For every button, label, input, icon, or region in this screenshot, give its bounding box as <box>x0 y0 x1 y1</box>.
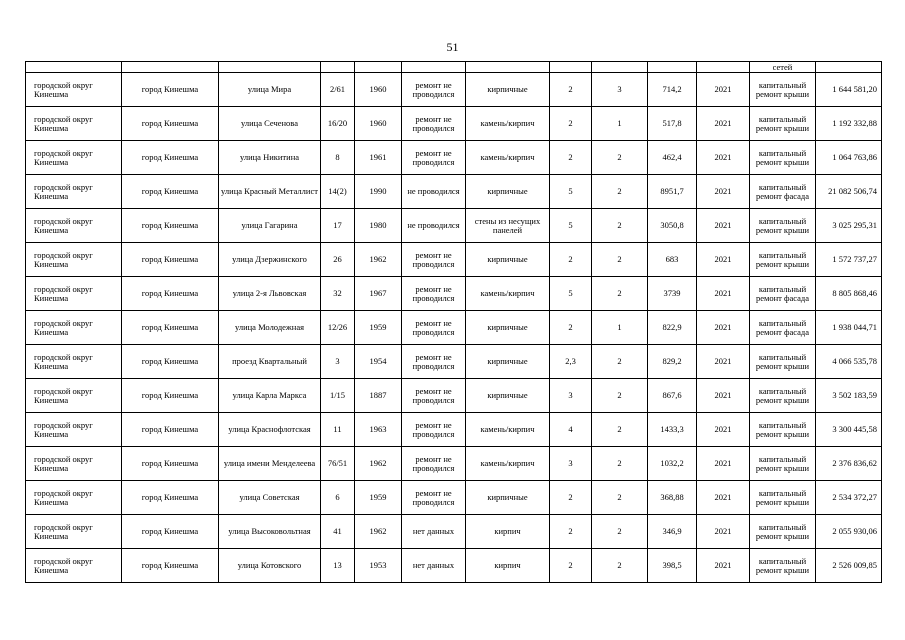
municipality-cell: городской округ Кинешма <box>26 481 122 515</box>
year-built-cell: 1962 <box>355 515 402 549</box>
settlement-cell: город Кинешма <box>122 447 219 481</box>
cost-cell: 1 192 332,88 <box>816 107 882 141</box>
cost-cell: 2 055 930,06 <box>816 515 882 549</box>
settlement-cell: город Кинешма <box>122 107 219 141</box>
last-repair-cell: не проводился <box>402 209 466 243</box>
entrances-cell: 2 <box>592 413 648 447</box>
settlement-cell: город Кинешма <box>122 379 219 413</box>
wall-material-cell: кирпичные <box>466 243 550 277</box>
entrances-cell: 2 <box>592 549 648 583</box>
floors-cell: 3 <box>550 379 592 413</box>
last-repair-cell: нет данных <box>402 515 466 549</box>
entrances-cell: 2 <box>592 277 648 311</box>
floors-cell: 2 <box>550 141 592 175</box>
work-type-cell: капитальный ремонт фасада <box>750 277 816 311</box>
cost-cell: 8 805 868,46 <box>816 277 882 311</box>
cost-cell: 1 938 044,71 <box>816 311 882 345</box>
settlement-cell: город Кинешма <box>122 277 219 311</box>
wall-material-cell: камень/кирпич <box>466 413 550 447</box>
header-cell <box>355 62 402 73</box>
work-type-cell: капитальный ремонт фасада <box>750 311 816 345</box>
wall-material-cell: кирпичные <box>466 481 550 515</box>
repair-year-cell: 2021 <box>697 73 750 107</box>
area-cell: 368,88 <box>648 481 697 515</box>
house-number-cell: 32 <box>321 277 355 311</box>
settlement-cell: город Кинешма <box>122 345 219 379</box>
work-type-cell: капитальный ремонт крыши <box>750 515 816 549</box>
street-cell: улица 2-я Львовская <box>219 277 321 311</box>
floors-cell: 2 <box>550 549 592 583</box>
municipality-cell: городской округ Кинешма <box>26 549 122 583</box>
street-cell: улица Высоковольтная <box>219 515 321 549</box>
repair-year-cell: 2021 <box>697 311 750 345</box>
year-built-cell: 1959 <box>355 481 402 515</box>
repair-year-cell: 2021 <box>697 481 750 515</box>
street-cell: улица Краснофлотская <box>219 413 321 447</box>
settlement-cell: город Кинешма <box>122 481 219 515</box>
street-cell: улица Никитина <box>219 141 321 175</box>
header-cell <box>816 62 882 73</box>
street-cell: улица Молодежная <box>219 311 321 345</box>
repair-year-cell: 2021 <box>697 243 750 277</box>
settlement-cell: город Кинешма <box>122 141 219 175</box>
floors-cell: 2 <box>550 73 592 107</box>
cost-cell: 3 025 295,31 <box>816 209 882 243</box>
cost-cell: 3 300 445,58 <box>816 413 882 447</box>
header-cell <box>321 62 355 73</box>
street-cell: улица Котовского <box>219 549 321 583</box>
wall-material-cell: кирпич <box>466 515 550 549</box>
floors-cell: 5 <box>550 209 592 243</box>
municipality-cell: городской округ Кинешма <box>26 515 122 549</box>
municipality-cell: городской округ Кинешма <box>26 311 122 345</box>
table-row <box>26 413 882 447</box>
area-cell: 346,9 <box>648 515 697 549</box>
work-type-cell: капитальный ремонт крыши <box>750 549 816 583</box>
house-number-cell: 8 <box>321 141 355 175</box>
work-type-cell: капитальный ремонт крыши <box>750 243 816 277</box>
work-type-cell: капитальный ремонт крыши <box>750 209 816 243</box>
floors-cell: 2 <box>550 515 592 549</box>
area-cell: 1433,3 <box>648 413 697 447</box>
municipality-cell: городской округ Кинешма <box>26 107 122 141</box>
year-built-cell: 1960 <box>355 107 402 141</box>
wall-material-cell: камень/кирпич <box>466 277 550 311</box>
settlement-cell: город Кинешма <box>122 243 219 277</box>
entrances-cell: 1 <box>592 107 648 141</box>
repair-year-cell: 2021 <box>697 209 750 243</box>
wall-material-cell: камень/кирпич <box>466 447 550 481</box>
cost-cell: 1 644 581,20 <box>816 73 882 107</box>
settlement-cell: город Кинешма <box>122 175 219 209</box>
house-number-cell: 2/61 <box>321 73 355 107</box>
last-repair-cell: ремонт не проводился <box>402 447 466 481</box>
street-cell: улица Мира <box>219 73 321 107</box>
work-type-cell: капитальный ремонт крыши <box>750 141 816 175</box>
floors-cell: 2 <box>550 243 592 277</box>
header-cell <box>592 62 648 73</box>
wall-material-cell: кирпичные <box>466 345 550 379</box>
floors-cell: 4 <box>550 413 592 447</box>
work-type-cell: капитальный ремонт крыши <box>750 345 816 379</box>
entrances-cell: 2 <box>592 243 648 277</box>
table-row <box>26 73 882 107</box>
cost-cell: 21 082 506,74 <box>816 175 882 209</box>
area-cell: 822,9 <box>648 311 697 345</box>
repair-year-cell: 2021 <box>697 549 750 583</box>
entrances-cell: 3 <box>592 73 648 107</box>
municipality-cell: городской округ Кинешма <box>26 447 122 481</box>
area-cell: 867,6 <box>648 379 697 413</box>
municipality-cell: городской округ Кинешма <box>26 345 122 379</box>
municipality-cell: городской округ Кинешма <box>26 209 122 243</box>
header-cell <box>26 62 122 73</box>
header-cell <box>697 62 750 73</box>
year-built-cell: 1961 <box>355 141 402 175</box>
settlement-cell: город Кинешма <box>122 311 219 345</box>
floors-cell: 5 <box>550 175 592 209</box>
entrances-cell: 2 <box>592 481 648 515</box>
street-cell: улица Сеченова <box>219 107 321 141</box>
settlement-cell: город Кинешма <box>122 73 219 107</box>
year-built-cell: 1962 <box>355 447 402 481</box>
repair-year-cell: 2021 <box>697 413 750 447</box>
area-cell: 517,8 <box>648 107 697 141</box>
table-row <box>26 141 882 175</box>
table-row <box>26 379 882 413</box>
area-cell: 3739 <box>648 277 697 311</box>
area-cell: 462,4 <box>648 141 697 175</box>
header-cell <box>648 62 697 73</box>
table-row <box>26 175 882 209</box>
work-type-cell: капитальный ремонт крыши <box>750 107 816 141</box>
wall-material-cell: кирпичные <box>466 311 550 345</box>
house-number-cell: 14(2) <box>321 175 355 209</box>
street-cell: улица Гагарина <box>219 209 321 243</box>
house-number-cell: 13 <box>321 549 355 583</box>
municipality-cell: городской округ Кинешма <box>26 277 122 311</box>
header-cell <box>122 62 219 73</box>
wall-material-cell: стены из несущих панелей <box>466 209 550 243</box>
repair-year-cell: 2021 <box>697 277 750 311</box>
settlement-cell: город Кинешма <box>122 209 219 243</box>
area-cell: 1032,2 <box>648 447 697 481</box>
work-type-cell: капитальный ремонт крыши <box>750 73 816 107</box>
cost-cell: 1 064 763,86 <box>816 141 882 175</box>
municipality-cell: городской округ Кинешма <box>26 73 122 107</box>
housing-repair-table <box>25 61 882 583</box>
repair-year-cell: 2021 <box>697 379 750 413</box>
repair-year-cell: 2021 <box>697 141 750 175</box>
header-cell <box>402 62 466 73</box>
house-number-cell: 41 <box>321 515 355 549</box>
work-type-cell: капитальный ремонт фасада <box>750 175 816 209</box>
area-cell: 714,2 <box>648 73 697 107</box>
table-row <box>26 481 882 515</box>
last-repair-cell: ремонт не проводился <box>402 73 466 107</box>
wall-material-cell: кирпичные <box>466 175 550 209</box>
table-row <box>26 515 882 549</box>
settlement-cell: город Кинешма <box>122 549 219 583</box>
last-repair-cell: ремонт не проводился <box>402 141 466 175</box>
last-repair-cell: ремонт не проводился <box>402 481 466 515</box>
table-row <box>26 311 882 345</box>
entrances-cell: 2 <box>592 345 648 379</box>
house-number-cell: 26 <box>321 243 355 277</box>
last-repair-cell: ремонт не проводился <box>402 345 466 379</box>
wall-material-cell: кирпич <box>466 549 550 583</box>
street-cell: улица Советская <box>219 481 321 515</box>
entrances-cell: 2 <box>592 209 648 243</box>
year-built-cell: 1980 <box>355 209 402 243</box>
street-cell: улица Дзержинского <box>219 243 321 277</box>
cost-cell: 2 376 836,62 <box>816 447 882 481</box>
wall-material-cell: камень/кирпич <box>466 141 550 175</box>
house-number-cell: 6 <box>321 481 355 515</box>
header-cell <box>466 62 550 73</box>
street-cell: улица Карла Маркса <box>219 379 321 413</box>
year-built-cell: 1954 <box>355 345 402 379</box>
last-repair-cell: ремонт не проводился <box>402 413 466 447</box>
entrances-cell: 2 <box>592 141 648 175</box>
year-built-cell: 1887 <box>355 379 402 413</box>
floors-cell: 2,3 <box>550 345 592 379</box>
year-built-cell: 1959 <box>355 311 402 345</box>
work-type-cell: капитальный ремонт крыши <box>750 447 816 481</box>
year-built-cell: 1967 <box>355 277 402 311</box>
table-row <box>26 277 882 311</box>
cost-cell: 2 526 009,85 <box>816 549 882 583</box>
street-cell: улица имени Менделеева <box>219 447 321 481</box>
floors-cell: 2 <box>550 481 592 515</box>
house-number-cell: 1/15 <box>321 379 355 413</box>
table-row <box>26 549 882 583</box>
floors-cell: 5 <box>550 277 592 311</box>
year-built-cell: 1990 <box>355 175 402 209</box>
year-built-cell: 1960 <box>355 73 402 107</box>
table-row <box>26 447 882 481</box>
header-cell: сетей <box>750 62 816 73</box>
entrances-cell: 2 <box>592 379 648 413</box>
area-cell: 398,5 <box>648 549 697 583</box>
repair-year-cell: 2021 <box>697 175 750 209</box>
last-repair-cell: нет данных <box>402 549 466 583</box>
cost-cell: 2 534 372,27 <box>816 481 882 515</box>
municipality-cell: городской округ Кинешма <box>26 413 122 447</box>
work-type-cell: капитальный ремонт крыши <box>750 379 816 413</box>
last-repair-cell: ремонт не проводился <box>402 107 466 141</box>
header-cell <box>219 62 321 73</box>
entrances-cell: 2 <box>592 175 648 209</box>
municipality-cell: городской округ Кинешма <box>26 141 122 175</box>
street-cell: улица Красный Металлист <box>219 175 321 209</box>
settlement-cell: город Кинешма <box>122 515 219 549</box>
year-built-cell: 1962 <box>355 243 402 277</box>
table-row <box>26 209 882 243</box>
area-cell: 8951,7 <box>648 175 697 209</box>
cost-cell: 3 502 183,59 <box>816 379 882 413</box>
table-header-row <box>26 62 882 73</box>
repair-year-cell: 2021 <box>697 107 750 141</box>
table-row <box>26 345 882 379</box>
house-number-cell: 17 <box>321 209 355 243</box>
house-number-cell: 3 <box>321 345 355 379</box>
year-built-cell: 1963 <box>355 413 402 447</box>
settlement-cell: город Кинешма <box>122 413 219 447</box>
table-row <box>26 107 882 141</box>
wall-material-cell: кирпичные <box>466 73 550 107</box>
municipality-cell: городской округ Кинешма <box>26 379 122 413</box>
area-cell: 3050,8 <box>648 209 697 243</box>
area-cell: 683 <box>648 243 697 277</box>
year-built-cell: 1953 <box>355 549 402 583</box>
municipality-cell: городской округ Кинешма <box>26 243 122 277</box>
table-body <box>26 62 882 583</box>
repair-year-cell: 2021 <box>697 515 750 549</box>
last-repair-cell: не проводился <box>402 175 466 209</box>
repair-year-cell: 2021 <box>697 345 750 379</box>
cost-cell: 1 572 737,27 <box>816 243 882 277</box>
entrances-cell: 1 <box>592 311 648 345</box>
last-repair-cell: ремонт не проводился <box>402 243 466 277</box>
wall-material-cell: кирпичные <box>466 379 550 413</box>
work-type-cell: капитальный ремонт крыши <box>750 413 816 447</box>
floors-cell: 3 <box>550 447 592 481</box>
municipality-cell: городской округ Кинешма <box>26 175 122 209</box>
house-number-cell: 76/51 <box>321 447 355 481</box>
area-cell: 829,2 <box>648 345 697 379</box>
work-type-cell: капитальный ремонт крыши <box>750 481 816 515</box>
house-number-cell: 12/26 <box>321 311 355 345</box>
last-repair-cell: ремонт не проводился <box>402 277 466 311</box>
header-cell <box>550 62 592 73</box>
repair-year-cell: 2021 <box>697 447 750 481</box>
table-row <box>26 243 882 277</box>
floors-cell: 2 <box>550 107 592 141</box>
cost-cell: 4 066 535,78 <box>816 345 882 379</box>
house-number-cell: 16/20 <box>321 107 355 141</box>
last-repair-cell: ремонт не проводился <box>402 379 466 413</box>
wall-material-cell: камень/кирпич <box>466 107 550 141</box>
page-number: 51 <box>446 40 459 54</box>
last-repair-cell: ремонт не проводился <box>402 311 466 345</box>
entrances-cell: 2 <box>592 447 648 481</box>
floors-cell: 2 <box>550 311 592 345</box>
street-cell: проезд Квартальный <box>219 345 321 379</box>
entrances-cell: 2 <box>592 515 648 549</box>
house-number-cell: 11 <box>321 413 355 447</box>
